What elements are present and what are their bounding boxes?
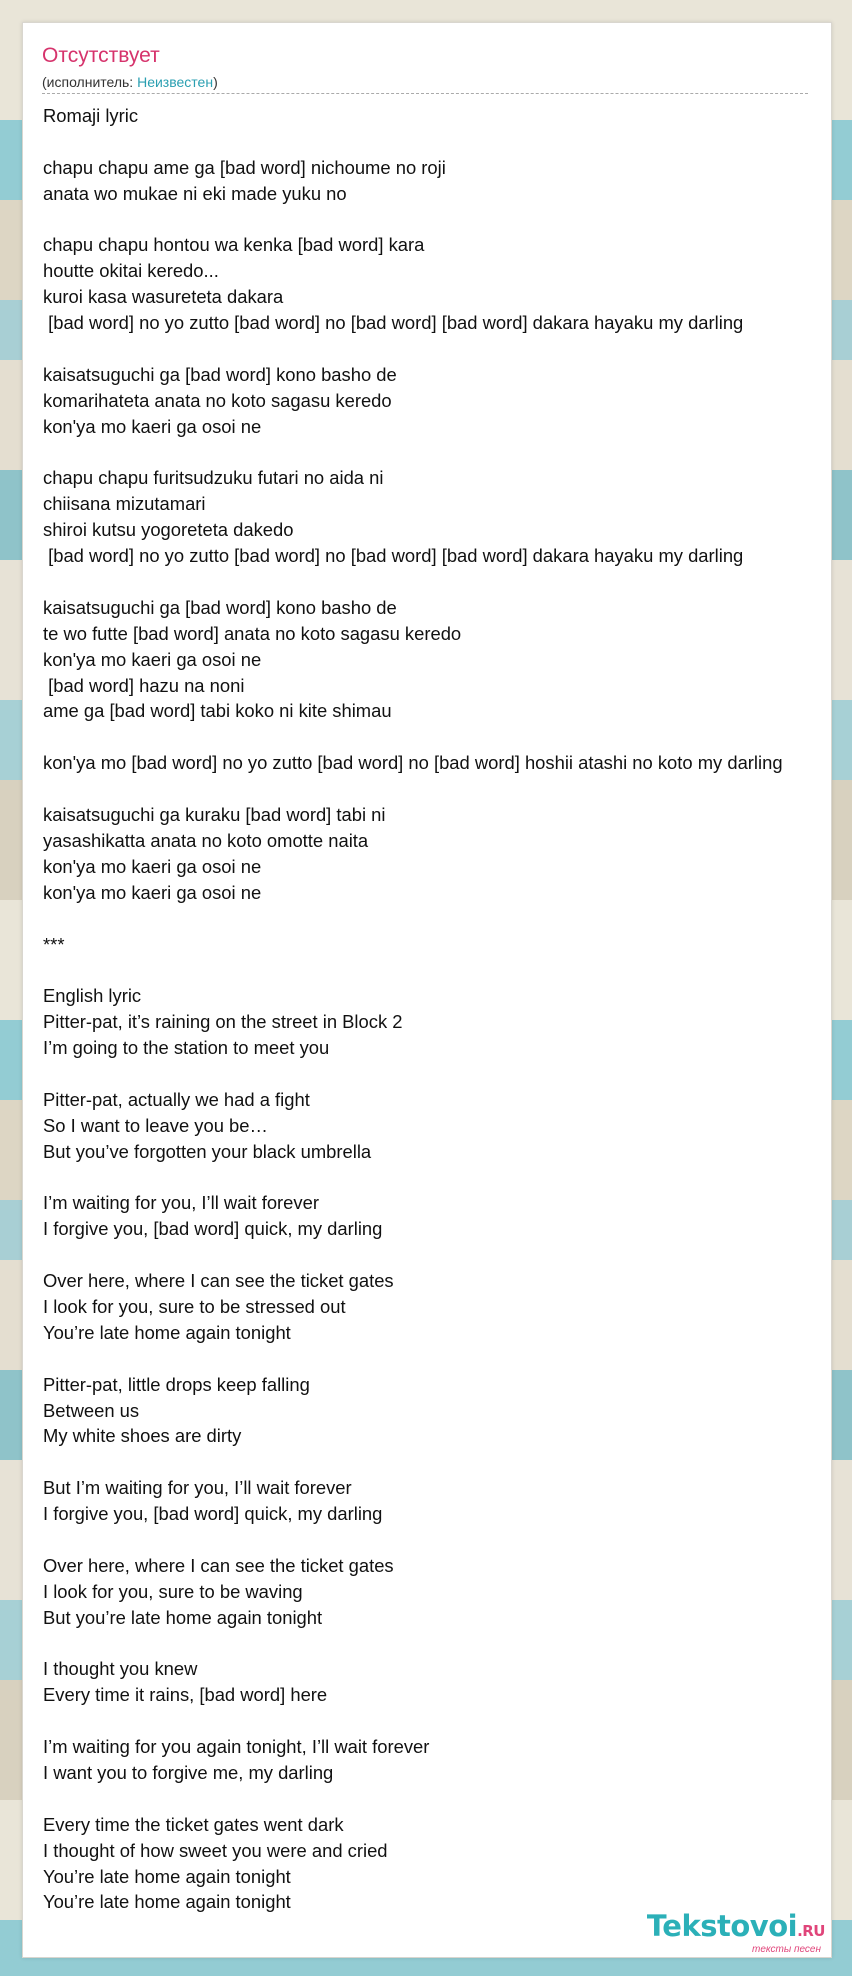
- lyric-line: I forgive you, [bad word] quick, my darling: [43, 1503, 383, 1525]
- lyric-line: Between us: [43, 1399, 140, 1421]
- lyric-blank-line: [43, 1242, 832, 1268]
- logo-wordmark: [647, 1910, 825, 1947]
- lyric-line: kon'ya mo kaeri ga osoi ne: [43, 881, 262, 903]
- lyric-line: chapu chapu furitsudzuku futari no aida ni: [43, 467, 384, 489]
- lyric-blank-line: [43, 129, 832, 155]
- lyric-line: kon'ya mo [bad word] no yo zutto [bad word] no [bad word] hoshii atashi no koto my darling: [43, 752, 783, 774]
- lyric-line: Over here, where I can see the ticket gates: [43, 1270, 394, 1292]
- lyric-line: You’re late home again tonight: [43, 1865, 291, 1887]
- lyric-line: You’re late home again tonight: [43, 1891, 291, 1913]
- lyric-line: anata wo mukae ni eki made yuku no: [43, 182, 347, 204]
- lyric-line: te wo futte [bad word] anata no koto sagasu keredo: [43, 622, 462, 644]
- lyric-blank-line: [43, 1165, 832, 1191]
- logo-tagline: тексты песен: [752, 1944, 821, 1955]
- lyric-line: [bad word] no yo zutto [bad word] no [bad word] [bad word] dakara hayaku my darling: [43, 312, 744, 334]
- lyric-line: I’m waiting for you again tonight, I’ll wait forever: [43, 1736, 430, 1758]
- lyric-line: Every time the ticket gates went dark: [43, 1813, 344, 1835]
- lyrics-card: [22, 22, 832, 1958]
- lyric-line: I look for you, sure to be waving: [43, 1580, 303, 1602]
- lyric-line: I thought you knew: [43, 1658, 198, 1680]
- lyric-blank-line: [43, 1631, 832, 1657]
- logo-name: Tekstovoi: [646, 1909, 798, 1943]
- lyric-line: [bad word] no yo zutto [bad word] no [bad word] [bad word] dakara hayaku my darling: [43, 545, 744, 567]
- lyric-line: yasashikatta anata no koto omotte naita: [43, 829, 369, 851]
- lyrics-body: [43, 103, 832, 1915]
- lyric-line: shiroi kutsu yogoreteta dakedo: [43, 519, 294, 541]
- lyric-blank-line: [43, 336, 832, 362]
- logo-tld: .RU: [797, 1922, 825, 1940]
- lyric-line: But I’m waiting for you, I’ll wait forever: [43, 1477, 352, 1499]
- lyric-line: I thought of how sweet you were and cried: [43, 1839, 388, 1861]
- lyric-line: chiisana mizutamari: [43, 493, 206, 515]
- lyric-line: chapu chapu hontou wa kenka [bad word] kara: [43, 234, 425, 256]
- lyric-blank-line: [43, 569, 832, 595]
- artist-suffix: ): [213, 74, 218, 90]
- lyric-line: But you’re late home again tonight: [43, 1606, 323, 1628]
- lyric-line: I’m waiting for you, I’ll wait forever: [43, 1192, 319, 1214]
- lyric-line: kuroi kasa wasureteta dakara: [43, 286, 284, 308]
- lyric-line: ***: [43, 933, 65, 955]
- lyric-blank-line: [43, 1786, 832, 1812]
- song-title: Отсутствует: [42, 44, 160, 67]
- lyric-line: kaisatsuguchi ga [bad word] kono basho de: [43, 363, 397, 385]
- lyric-line: But you’ve forgotten your black umbrella: [43, 1140, 372, 1162]
- lyric-blank-line: [43, 440, 832, 466]
- lyric-blank-line: [43, 1449, 832, 1475]
- lyric-blank-line: [43, 776, 832, 802]
- lyric-blank-line: [43, 906, 832, 932]
- lyric-line: chapu chapu ame ga [bad word] nichoume no roji: [43, 156, 446, 178]
- artist-link[interactable]: Неизвестен: [137, 74, 214, 90]
- lyric-line: [bad word] hazu na noni: [43, 674, 245, 696]
- artist-prefix: (исполнитель:: [42, 74, 138, 90]
- lyric-line: Romaji lyric: [43, 105, 139, 126]
- lyric-line: kon'ya mo kaeri ga osoi ne: [43, 855, 262, 877]
- artist-line: [42, 73, 218, 91]
- lyric-line: kaisatsuguchi ga kuraku [bad word] tabi ni: [43, 804, 386, 826]
- lyric-line: I forgive you, [bad word] quick, my darling: [43, 1218, 383, 1240]
- lyric-blank-line: [43, 1346, 832, 1372]
- lyric-line: ame ga [bad word] tabi koko ni kite shimau: [43, 700, 392, 722]
- lyric-line: Pitter-pat, it’s raining on the street in Block 2: [43, 1011, 403, 1033]
- lyric-line: Every time it rains, [bad word] here: [43, 1684, 328, 1706]
- title-divider: [42, 93, 808, 94]
- lyric-line: I’m going to the station to meet you: [43, 1037, 330, 1059]
- lyric-line: So I want to leave you be…: [43, 1114, 268, 1136]
- lyric-line: English lyric: [43, 985, 142, 1007]
- lyric-blank-line: [43, 207, 832, 233]
- lyric-line: My white shoes are dirty: [43, 1425, 242, 1447]
- lyric-blank-line: [43, 724, 832, 750]
- lyric-line: komarihateta anata no koto sagasu keredo: [43, 389, 392, 411]
- lyric-blank-line: [43, 1527, 832, 1553]
- lyric-line: houtte okitai keredo...: [43, 260, 219, 282]
- lyric-line: Pitter-pat, actually we had a fight: [43, 1088, 310, 1110]
- lyric-blank-line: [43, 957, 832, 983]
- lyric-line: kon'ya mo kaeri ga osoi ne: [43, 415, 262, 437]
- lyric-line: kaisatsuguchi ga [bad word] kono basho de: [43, 596, 397, 618]
- lyric-line: Pitter-pat, little drops keep falling: [43, 1373, 310, 1395]
- lyric-line: kon'ya mo kaeri ga osoi ne: [43, 648, 262, 670]
- lyric-line: I want you to forgive me, my darling: [43, 1762, 334, 1783]
- lyric-line: I look for you, sure to be stressed out: [43, 1295, 346, 1317]
- lyric-line: You’re late home again tonight: [43, 1321, 291, 1343]
- lyric-line: Over here, where I can see the ticket gates: [43, 1554, 394, 1576]
- lyric-blank-line: [43, 1061, 832, 1087]
- lyric-blank-line: [43, 1708, 832, 1734]
- site-logo[interactable]: [647, 1910, 825, 1955]
